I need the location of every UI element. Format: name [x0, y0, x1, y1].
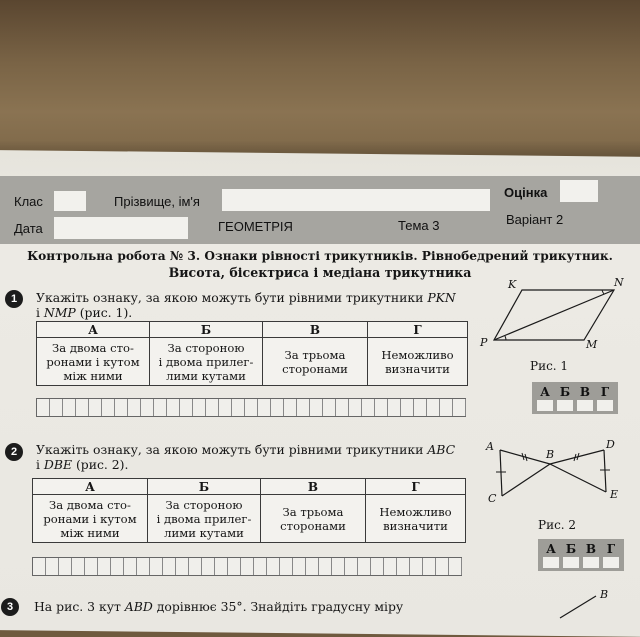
q1-option-c-text[interactable]: За трьома сторонами [263, 338, 368, 386]
q1-option-c-letter: В [263, 322, 368, 338]
topic-label: Тема 3 [398, 218, 440, 233]
question-1-text-b: і [36, 305, 44, 320]
question-3-number: 3 [1, 598, 19, 616]
q2-option-a-letter: А [33, 479, 148, 495]
q1-option-b-letter: Б [150, 322, 263, 338]
grade-label: Оцінка [504, 185, 548, 200]
q2-option-d-letter: Г [366, 479, 466, 495]
q1-answer-letter-b: Б [559, 385, 571, 399]
question-2-answer-box [538, 539, 624, 571]
q1-answer-letter-c: В [579, 385, 591, 399]
q2-answer-letter-b: Б [565, 542, 577, 556]
figure-1-angle-p [505, 336, 506, 340]
q2-option-b-text[interactable]: За стороною і двома прилег- лими кутами [148, 495, 261, 543]
name-field[interactable] [222, 189, 490, 211]
figure-1-label-p: P [480, 336, 488, 349]
figure-1-label-m: M [586, 338, 598, 351]
question-2-text-c: (рис. 2). [72, 457, 129, 472]
question-1-var2: NMP [43, 305, 76, 320]
question-2-var2: DBE [43, 457, 72, 472]
figure-1-caption: Рис. 1 [530, 359, 569, 373]
q2-answer-cell-a[interactable] [543, 557, 559, 568]
name-label: Прізвище, ім'я [114, 194, 200, 209]
q1-option-b-text[interactable]: За стороною і двома прилег- лими кутами [150, 338, 263, 386]
q2-answer-cell-b[interactable] [563, 557, 579, 568]
figure-3-partial [560, 584, 630, 618]
question-2-text [36, 442, 455, 472]
q2-option-a-text[interactable]: За двома сто- ронами і кутом між ними [33, 495, 148, 543]
figure-2-segment-be [550, 464, 606, 492]
figure-1-label-k: K [508, 278, 517, 291]
subject-label: ГЕОМЕТРІЯ [218, 219, 293, 234]
q1-answer-letter-a: А [540, 385, 550, 399]
date-field[interactable] [54, 217, 188, 239]
q1-answer-letter-d: Г [600, 385, 610, 399]
question-1-answer-box [532, 382, 618, 414]
q2-option-c-letter: В [261, 479, 366, 495]
question-3-text-a: На рис. 3 кут [34, 599, 125, 614]
figure-1-angle-n [602, 290, 604, 294]
question-3-text-b: дорівнює 35°. Знайдіть градусну міру [152, 599, 404, 614]
grade-field[interactable] [560, 180, 598, 202]
q1-answer-cell-d[interactable] [597, 400, 613, 411]
q1-answer-cell-a[interactable] [537, 400, 553, 411]
figure-1-parallelogram [476, 276, 626, 356]
question-3-text [34, 599, 403, 614]
question-1-var1: PKN [427, 290, 456, 305]
q1-answer-cell-c[interactable] [577, 400, 593, 411]
variant-label: Варіант 2 [506, 212, 564, 227]
figure-2-label-d: D [606, 438, 615, 451]
q1-option-a-text[interactable]: За двома сто- ронами і кутом між ними [37, 338, 150, 386]
figure-2-segment-bd [550, 450, 604, 464]
question-3-var: ABD [124, 599, 153, 614]
question-1-number: 1 [5, 290, 23, 308]
class-label: Клас [14, 194, 43, 209]
question-1-work-grid[interactable] [36, 398, 466, 417]
figure-2-segment-ab [500, 450, 550, 464]
wooden-table-background [0, 0, 640, 160]
q2-answer-letter-d: Г [606, 542, 616, 556]
figure-2-label-a: A [486, 440, 494, 453]
figure-2-triangles [484, 436, 624, 516]
figure-2-segment-de [604, 450, 606, 492]
question-1-text-a: Укажіть ознаку, за якою можуть бути рівними трикутники [36, 290, 428, 305]
figure-2-hidden [502, 492, 606, 496]
figure-2-segment-ac [500, 450, 502, 496]
test-title-line1: Контрольна робота № 3. Ознаки рівності трикутників. Рівнобедрений трикутник. [27, 249, 613, 263]
q2-answer-cell-c[interactable] [583, 557, 599, 568]
q2-option-b-letter: Б [148, 479, 261, 495]
question-2-text-a: Укажіть ознаку, за якою можуть бути рівними трикутники [36, 442, 428, 457]
q1-answer-cell-b[interactable] [557, 400, 573, 411]
figure-2-label-c: C [488, 492, 497, 505]
class-field[interactable] [54, 191, 86, 211]
question-2-options-table [32, 478, 466, 543]
figure-3-ray [560, 596, 596, 618]
q2-answer-letter-a: А [546, 542, 556, 556]
question-2-number: 2 [5, 443, 23, 461]
figure-2-label-b: B [546, 448, 555, 461]
figure-2-label-e: E [610, 488, 619, 501]
q2-answer-cell-d[interactable] [603, 557, 619, 568]
question-2-var1: ABC [427, 442, 456, 457]
q2-answer-letter-c: В [585, 542, 597, 556]
q1-option-d-text[interactable]: Неможливо визначити [368, 338, 468, 386]
question-1-options-table [36, 321, 468, 386]
question-2-text-b: і [36, 457, 44, 472]
figure-1-diagonal [494, 290, 614, 340]
q2-option-d-text[interactable]: Неможливо визначити [366, 495, 466, 543]
figure-3-label-b: B [600, 588, 609, 601]
question-2-work-grid[interactable] [32, 557, 462, 576]
q1-option-d-letter: Г [368, 322, 468, 338]
q2-option-c-text[interactable]: За трьома сторонами [261, 495, 366, 543]
test-title-line2: Висота, бісектриса і медіана трикутника [168, 265, 472, 280]
question-1-text-c: (рис. 1). [75, 305, 133, 320]
figure-2-segment-cb [502, 464, 550, 496]
q1-option-a-letter: А [37, 322, 150, 338]
figure-2-caption: Рис. 2 [538, 518, 577, 532]
figure-1-label-n: N [614, 276, 624, 289]
question-1-text [36, 290, 456, 320]
date-label: Дата [14, 221, 43, 236]
